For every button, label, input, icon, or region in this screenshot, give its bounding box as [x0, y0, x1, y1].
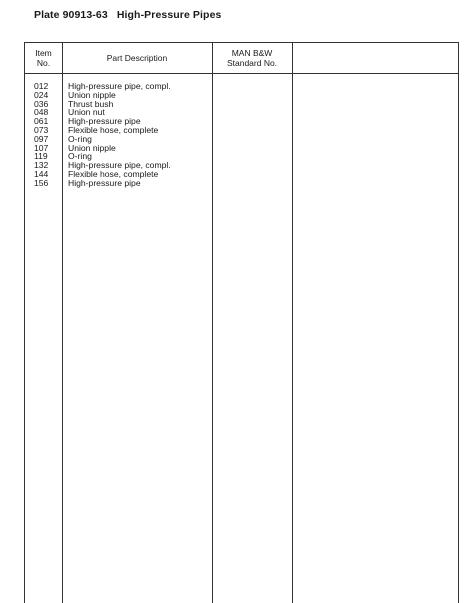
item-number: 061: [34, 116, 49, 127]
part-description: High-pressure pipe, compl.: [68, 81, 171, 91]
item-number: 119: [34, 151, 48, 162]
header-divider: [25, 73, 458, 74]
header-item-no: [25, 43, 62, 73]
parts-table: [24, 42, 459, 603]
table-row: [25, 100, 212, 109]
item-number: 036: [34, 98, 49, 109]
header-standard-no: [212, 43, 292, 73]
part-description: O-ring: [68, 151, 92, 162]
item-number: 144: [34, 168, 49, 179]
column-divider-standard: [292, 43, 293, 603]
item-number: 107: [34, 142, 49, 153]
part-description: Union nipple: [68, 142, 116, 153]
item-number: 012: [34, 81, 49, 91]
table-row: [25, 144, 212, 153]
table-row: [25, 135, 212, 144]
part-description: High-pressure pipe, compl.: [68, 160, 171, 171]
header-standard-no-label: MAN B&W Standard No.: [226, 48, 278, 68]
part-description: High-pressure pipe: [68, 177, 141, 188]
part-description: Flexible hose, complete: [68, 124, 159, 135]
header-part-description: [62, 43, 212, 73]
parts-list: [25, 82, 212, 188]
part-description: Union nut: [68, 107, 105, 118]
item-number: 156: [34, 177, 49, 188]
part-description: Union nipple: [68, 89, 116, 100]
part-description: Thrust bush: [68, 98, 114, 109]
item-number: 097: [34, 133, 49, 144]
table-row: [25, 179, 212, 188]
item-number: 048: [34, 107, 49, 118]
part-description: High-pressure pipe: [68, 116, 141, 127]
item-number: 024: [34, 89, 49, 100]
part-description: O-ring: [68, 133, 92, 144]
item-number: 132: [34, 160, 49, 171]
header-part-description-label: Part Description: [106, 53, 168, 63]
part-description: Flexible hose, complete: [68, 168, 159, 179]
table-row: [25, 91, 212, 100]
table-row: [25, 82, 212, 91]
item-number: 073: [34, 124, 49, 135]
header-extra: [292, 43, 458, 73]
plate-title: Plate 90913-63 High-Pressure Pipes: [34, 9, 222, 21]
table-row: [25, 126, 212, 135]
header-item-no-label: Item No.: [35, 48, 52, 68]
column-divider-description: [212, 43, 213, 603]
